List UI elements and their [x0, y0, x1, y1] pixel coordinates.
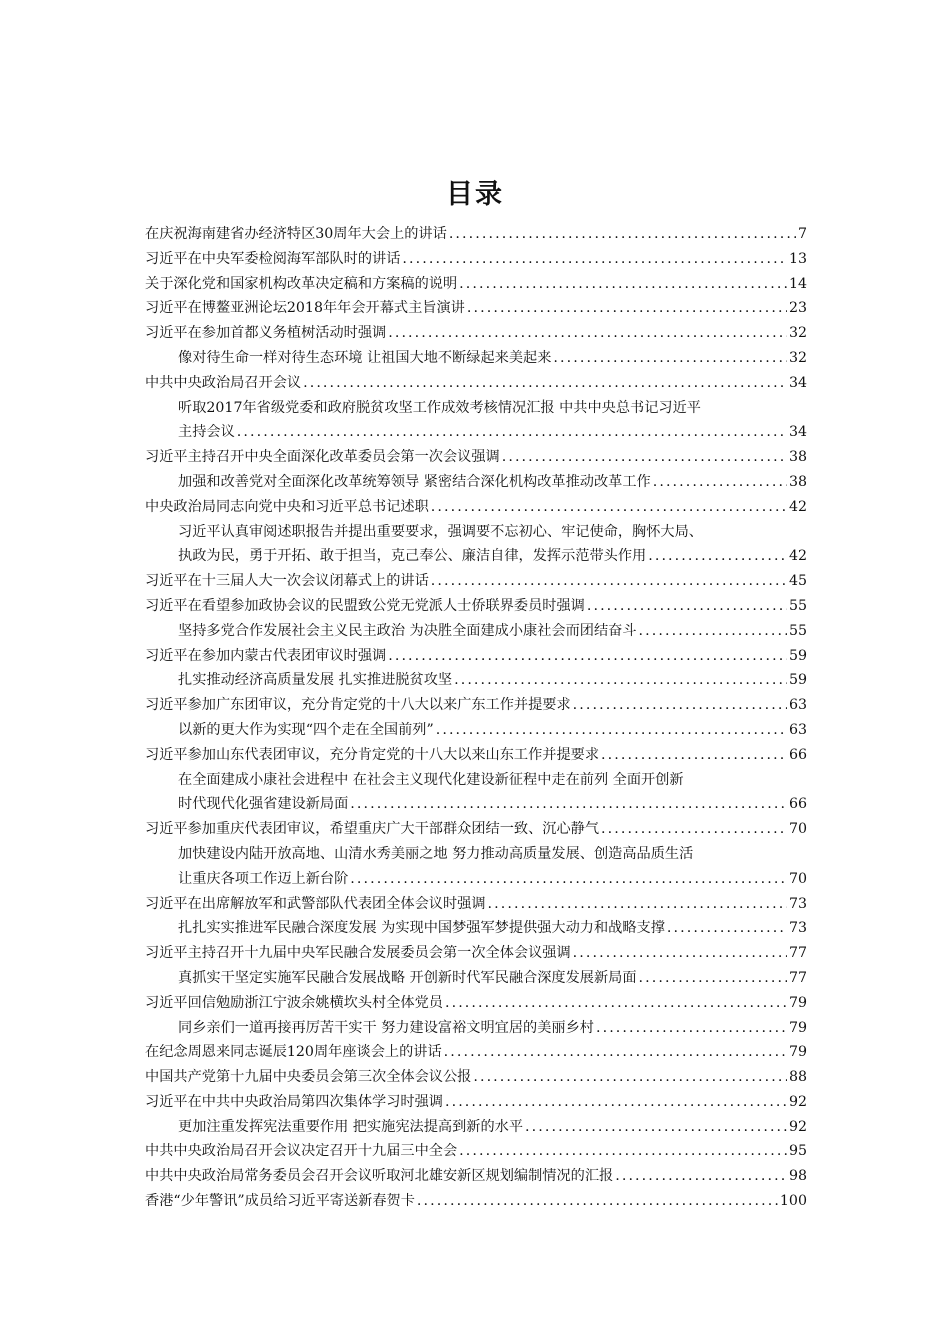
toc-subentry[interactable]	[145, 420, 807, 445]
toc-entry[interactable]	[145, 445, 807, 470]
toc-page-number: 88	[788, 1069, 807, 1086]
toc-page-number: 66	[788, 746, 807, 763]
toc-entry-title: 习近平主持召开中央全面深化改革委员会第一次会议强调	[145, 449, 500, 466]
toc-page-number: 38	[788, 473, 807, 490]
toc-subentry[interactable]	[145, 718, 807, 743]
toc-entry-title: 关于深化党和国家机构改革决定稿和方案稿的说明	[145, 275, 458, 292]
toc-entry-title: 更加注重发挥宪法重要作用 把实施宪法提高到新的水平	[178, 1118, 524, 1135]
toc-entry[interactable]	[145, 495, 807, 520]
toc-entry[interactable]	[145, 743, 807, 768]
toc-page-number: 34	[788, 424, 807, 441]
dot-leader	[639, 966, 787, 991]
dot-leader	[648, 544, 787, 569]
toc-entry[interactable]	[145, 1189, 807, 1214]
toc-entry[interactable]	[145, 991, 807, 1016]
toc-entry[interactable]	[145, 371, 807, 396]
toc-page-number: 79	[788, 1019, 807, 1036]
toc-entry[interactable]	[145, 247, 807, 272]
toc-entry-title: 中央政治局同志向党中央和习近平总书记述职	[145, 498, 429, 515]
toc-subentry[interactable]	[145, 792, 807, 817]
dot-leader	[388, 321, 787, 346]
dot-leader	[639, 619, 787, 644]
toc-page-number: 100	[779, 1193, 807, 1210]
toc-entry-title: 习近平在中共中央政治局第四次集体学习时强调	[145, 1093, 443, 1110]
toc-entry-title: 习近平主持召开十九届中央军民融合发展委员会第一次全体会议强调	[145, 945, 571, 962]
toc-entry-title: 像对待生命一样对待生态环境 让祖国大地不断绿起来美起来	[178, 349, 552, 366]
toc-page-number: 63	[788, 721, 807, 738]
toc-page-number: 13	[788, 250, 807, 267]
dot-leader	[459, 1139, 787, 1164]
toc-entry-title: 习近平参加重庆代表团审议，希望重庆广大干部群众团结一致、沉心静气	[145, 821, 600, 838]
toc-entry[interactable]	[145, 1139, 807, 1164]
toc-page-number: 14	[788, 275, 807, 292]
dot-leader	[573, 941, 787, 966]
toc-page-number: 42	[788, 498, 807, 515]
dot-leader	[454, 668, 787, 693]
toc-entry-title: 习近平在看望参加政协会议的民盟致公党无党派人士侨联界委员时强调	[145, 597, 585, 614]
page-title: 目录	[446, 179, 504, 210]
dot-leader	[303, 371, 787, 396]
dot-leader	[488, 892, 787, 917]
toc-entry-title: 在纪念周恩来同志诞辰120周年座谈会上的讲话	[145, 1044, 442, 1061]
toc-entry-title: 习近平在参加首都义务植树活动时强调	[145, 325, 387, 342]
toc-page-number: 63	[788, 697, 807, 714]
toc-entry-line	[145, 842, 807, 867]
dot-leader	[596, 1016, 787, 1041]
toc-page-number: 59	[788, 672, 807, 689]
toc-entry-title-line: 听取2017年省级党委和政府脱贫攻坚工作成效考核情况汇报 中共中央总书记习近平	[178, 399, 701, 416]
toc-page-number: 45	[788, 573, 807, 590]
toc-page-number: 79	[788, 1044, 807, 1061]
toc-entry-title: 扎实推动经济高质量发展 扎实推进脱贫攻坚	[178, 672, 453, 689]
dot-leader	[573, 693, 787, 718]
toc-subentry[interactable]	[145, 916, 807, 941]
toc-entry-title: 时代现代化强省建设新局面	[178, 796, 349, 813]
toc-entry-title: 让重庆各项工作迈上新台阶	[178, 870, 349, 887]
toc-subentry[interactable]	[145, 1115, 807, 1140]
toc-entry-title: 习近平在出席解放军和武警部队代表团全体会议时强调	[145, 895, 486, 912]
dot-leader	[431, 569, 787, 594]
toc-page-number: 23	[788, 300, 807, 317]
toc-entry[interactable]	[145, 817, 807, 842]
toc-page-number: 77	[788, 945, 807, 962]
dot-leader	[653, 470, 787, 495]
toc-entry[interactable]	[145, 321, 807, 346]
toc-entry[interactable]	[145, 1065, 807, 1090]
toc-entry-title: 习近平回信勉励浙江宁波余姚横坎头村全体党员	[145, 994, 443, 1011]
dot-leader	[615, 1164, 787, 1189]
toc-page-number: 42	[788, 548, 807, 565]
toc-page-number: 73	[788, 920, 807, 937]
toc-page-number: 38	[788, 449, 807, 466]
toc-entry-title: 主持会议	[178, 424, 235, 441]
dot-leader	[449, 222, 796, 247]
toc-entry-title: 中国共产党第十九届中央委员会第三次全体会议公报	[145, 1069, 472, 1086]
toc-entry-title: 中共中央政治局召开会议决定召开十九届三中全会	[145, 1143, 458, 1160]
toc-subentry[interactable]	[145, 867, 807, 892]
toc-page-number: 92	[788, 1093, 807, 1110]
dot-leader	[601, 743, 787, 768]
toc-page-number: 59	[788, 647, 807, 664]
toc-entry-title: 加强和改善党对全面深化改革统筹领导 紧密结合深化机构改革推动改革工作	[178, 473, 651, 490]
dot-leader	[473, 1065, 787, 1090]
toc-page-number: 79	[788, 994, 807, 1011]
toc-page-number: 32	[788, 349, 807, 366]
dot-leader	[436, 718, 787, 743]
dot-leader	[350, 867, 787, 892]
dot-leader	[667, 916, 787, 941]
toc-entry-title: 习近平在博鳌亚洲论坛2018年年会开幕式主旨演讲	[145, 300, 465, 317]
toc-entry-title: 同乡亲们一道再接再厉苦干实干 努力建设富裕文明宜居的美丽乡村	[178, 1019, 594, 1036]
dot-leader	[444, 1040, 787, 1065]
toc-entry[interactable]	[145, 693, 807, 718]
toc-entry-title: 习近平在中央军委检阅海军部队时的讲话	[145, 250, 401, 267]
toc-subentry[interactable]	[145, 966, 807, 991]
toc-page-number: 77	[788, 969, 807, 986]
toc-subentry[interactable]	[145, 544, 807, 569]
toc-entry-title: 中共中央政治局召开会议	[145, 374, 302, 391]
toc-page-number: 66	[788, 796, 807, 813]
dot-leader	[431, 495, 787, 520]
toc-entry-line	[145, 396, 807, 421]
dot-leader	[388, 644, 787, 669]
toc-entry-title: 坚持多党合作发展社会主义民主政治 为决胜全面建成小康社会而团结奋斗	[178, 622, 637, 639]
toc-entry[interactable]	[145, 941, 807, 966]
toc-entry-title-line: 习近平认真审阅述职报告并提出重要要求，强调要不忘初心、牢记使命，胸怀大局、	[178, 523, 703, 540]
toc-entry[interactable]	[145, 296, 807, 321]
toc-subentry[interactable]	[145, 619, 807, 644]
toc-page-number: 34	[788, 374, 807, 391]
toc-entry-title: 习近平参加广东团审议，充分肯定党的十八大以来广东工作并提要求	[145, 697, 571, 714]
toc-page-number: 73	[788, 895, 807, 912]
toc-entry[interactable]	[145, 569, 807, 594]
dot-leader	[350, 792, 787, 817]
toc-page-number: 98	[788, 1168, 807, 1185]
toc-entry-title: 在庆祝海南建省办经济特区30周年大会上的讲话	[145, 226, 447, 242]
dot-leader	[402, 247, 787, 272]
toc-entry[interactable]	[145, 594, 807, 619]
dot-leader	[553, 346, 787, 371]
toc-entry-line	[145, 768, 807, 793]
toc-entry-title: 习近平参加山东代表团审议，充分肯定党的十八大以来山东工作并提要求	[145, 746, 600, 763]
toc-page-number: 70	[788, 870, 807, 887]
toc-entry-title: 以新的更大作为实现“四个走在全国前列”	[178, 721, 434, 738]
toc-entry-title: 执政为民，勇于开拓、敢于担当，克己奉公、廉洁自律，发挥示范带头作用	[178, 548, 647, 565]
toc-subentry[interactable]	[145, 470, 807, 495]
toc-entry-title: 习近平在十三届人大一次会议闭幕式上的讲话	[145, 573, 429, 590]
toc-entry-title: 真抓实干坚定实施军民融合发展战略 开创新时代军民融合深度发展新局面	[178, 969, 637, 986]
toc-entry[interactable]	[145, 1040, 807, 1065]
toc-page-number: 32	[788, 325, 807, 342]
toc-entry[interactable]	[145, 272, 807, 297]
dot-leader	[237, 420, 787, 445]
toc-page-number: 55	[788, 622, 807, 639]
toc-subentry[interactable]	[145, 346, 807, 371]
toc-entry[interactable]	[145, 644, 807, 669]
toc-entry[interactable]	[145, 222, 807, 247]
toc-subentry[interactable]	[145, 1016, 807, 1041]
dot-leader	[459, 272, 787, 297]
dot-leader	[502, 445, 787, 470]
dot-leader	[467, 296, 787, 321]
dot-leader	[601, 817, 787, 842]
table-of-contents	[145, 222, 807, 1214]
toc-page-number: 92	[788, 1118, 807, 1135]
dot-leader	[587, 594, 787, 619]
toc-entry[interactable]	[145, 892, 807, 917]
toc-page-number: 7	[797, 226, 807, 242]
toc-entry-title-line: 在全面建成小康社会进程中 在社会主义现代化建设新征程中走在前列 全面开创新	[178, 771, 684, 788]
toc-entry-title-line: 加快建设内陆开放高地、山清水秀美丽之地 努力推动高质量发展、创造高品质生活	[178, 845, 694, 862]
toc-subentry[interactable]	[145, 668, 807, 693]
toc-entry[interactable]	[145, 1164, 807, 1189]
toc-entry[interactable]	[145, 1090, 807, 1115]
dot-leader	[445, 1090, 787, 1115]
dot-leader	[525, 1115, 787, 1140]
toc-page-number: 55	[788, 597, 807, 614]
dot-leader	[445, 991, 787, 1016]
toc-entry-title: 中共中央政治局常务委员会召开会议听取河北雄安新区规划编制情况的汇报	[145, 1168, 614, 1185]
toc-entry-title: 扎扎实实推进军民融合深度发展 为实现中国梦强军梦提供强大动力和战略支撑	[178, 920, 665, 937]
toc-entry-title: 习近平在参加内蒙古代表团审议时强调	[145, 647, 387, 664]
toc-page-number: 95	[788, 1143, 807, 1160]
toc-page-number: 70	[788, 821, 807, 838]
toc-entry-line	[145, 520, 807, 545]
toc-entry-title: 香港“少年警讯”成员给习近平寄送新春贺卡	[145, 1193, 415, 1210]
dot-leader	[417, 1189, 778, 1214]
